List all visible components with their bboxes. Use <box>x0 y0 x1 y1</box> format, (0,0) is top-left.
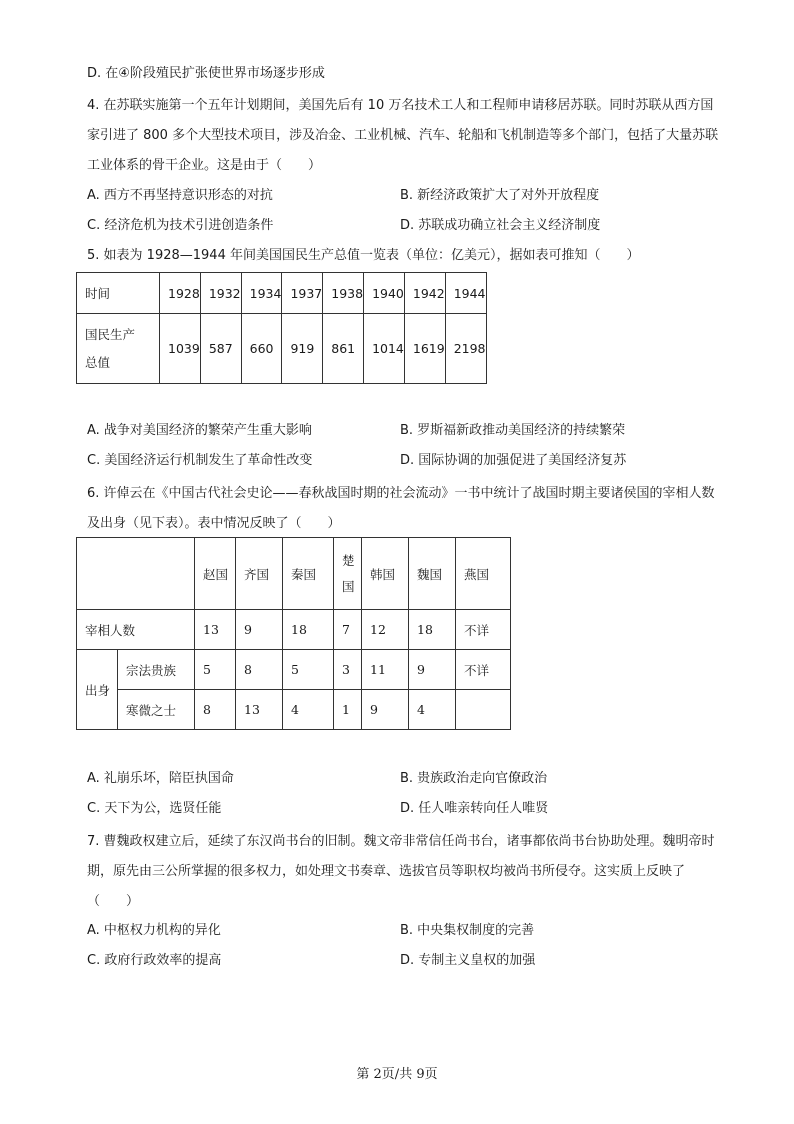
q6-humble-cell: 4 <box>409 690 456 730</box>
q6-state-cell: 韩国 <box>362 538 409 610</box>
q5-year-cell: 1934 <box>241 273 282 314</box>
q6-count-cell: 9 <box>236 610 283 650</box>
q6-row3-label: 寒微之士 <box>118 690 195 730</box>
q5-value-cell: 1039 <box>160 314 201 384</box>
q7-stem: 7. 曹魏政权建立后，延续了东汉尚书台的旧制。魏文帝非常信任尚书台，诸事都依尚书台协助处理。魏明帝时期，原先由三公所掌握的很多权力，如处理文书奏章、选拔官员等职权均被尚书所侵夺。这实质上反映了（ ） <box>87 834 715 909</box>
page-footer: 第 2页/共 9页 <box>356 1067 438 1082</box>
q3-option-d: D. 在④阶段殖民扩张使世界市场逐步形成 <box>87 66 325 81</box>
q6-state-cell: 魏国 <box>409 538 456 610</box>
q7-option-b: B. 中央集权制度的完善 <box>400 923 535 938</box>
q6-noble-cell: 11 <box>362 650 409 690</box>
q6-state-cell: 秦国 <box>283 538 334 610</box>
q5-year-cell: 1938 <box>323 273 364 314</box>
q6-corner-cell <box>77 538 195 610</box>
q5-year-cell: 1928 <box>160 273 201 314</box>
q6-count-cell: 18 <box>409 610 456 650</box>
q5-value-cell: 587 <box>200 314 241 384</box>
q5-option-a: A. 战争对美国经济的繁荣产生重大影响 <box>87 423 312 438</box>
q6-state-cell: 齐国 <box>236 538 283 610</box>
q6-humble-cell: 9 <box>362 690 409 730</box>
q6-noble-cell: 5 <box>195 650 236 690</box>
q7-option-d: D. 专制主义皇权的加强 <box>400 953 536 968</box>
q5-year-cell: 1942 <box>404 273 445 314</box>
q5-value-row <box>77 314 487 384</box>
q5-year-cell: 1944 <box>445 273 486 314</box>
q4-option-a: A. 西方不再坚持意识形态的对抗 <box>87 188 273 203</box>
q6-noble-cell: 3 <box>334 650 362 690</box>
q6-chancellor-table <box>76 537 511 730</box>
q6-state-cell: 燕国 <box>456 538 511 610</box>
q7-option-c: C. 政府行政效率的提高 <box>87 953 222 968</box>
q6-header-row <box>77 538 511 610</box>
q6-noble-cell: 8 <box>236 650 283 690</box>
q5-row-label <box>77 314 160 384</box>
q6-humble-cell: 13 <box>236 690 283 730</box>
q6-noble-cell: 9 <box>409 650 456 690</box>
q5-value-cell: 2198 <box>445 314 486 384</box>
q5-row-label-line1: 国民生产 <box>85 326 136 342</box>
q5-year-cell: 1937 <box>282 273 323 314</box>
q5-value-cell: 861 <box>323 314 364 384</box>
q4-stem: 4. 在苏联实施第一个五年计划期间，美国先后有 10 万名技术工人和工程师申请移居苏联。同时苏联从西方国家引进了 800 多个大型技术项目，涉及冶金、工业机械、汽车、轮船和飞机制造等多个部门，包括了大量苏联工业体系的骨干企业。这是由于（ ） <box>87 98 719 173</box>
q6-state-cell: 赵国 <box>195 538 236 610</box>
q6-count-cell: 12 <box>362 610 409 650</box>
q5-value-cell: 1619 <box>404 314 445 384</box>
q5-gnp-table <box>76 272 487 384</box>
q6-count-cell: 不详 <box>456 610 511 650</box>
q5-value-cell: 1014 <box>364 314 405 384</box>
q6-humble-cell <box>456 690 511 730</box>
q6-option-d: D. 任人唯亲转向任人唯贤 <box>400 801 549 816</box>
q6-option-b: B. 贵族政治走向官僚政治 <box>400 771 548 786</box>
q5-stem: 5. 如表为 1928—1944 年间美国国民生产总值一览表（单位：亿美元），据如表可推知（ ） <box>87 248 640 263</box>
q6-noble-cell: 5 <box>283 650 334 690</box>
q6-row2-label: 宗法贵族 <box>118 650 195 690</box>
q5-value-cell: 919 <box>282 314 323 384</box>
q6-stem: 6. 许倬云在《中国古代社会史论——春秋战国时期的社会流动》一书中统计了战国时期主要诸侯国的宰相人数及出身（见下表）。表中情况反映了（ ） <box>87 486 715 531</box>
q6-noble-cell: 不详 <box>456 650 511 690</box>
q5-row-label-line2: 总值 <box>85 354 111 370</box>
q5-year-cell: 1940 <box>364 273 405 314</box>
q4-option-b: B. 新经济政策扩大了对外开放程度 <box>400 188 600 203</box>
q6-count-row <box>77 610 511 650</box>
q6-option-c: C. 天下为公，选贤任能 <box>87 801 222 816</box>
q6-count-cell: 18 <box>283 610 334 650</box>
q6-count-cell: 7 <box>334 610 362 650</box>
q5-year-row <box>77 273 487 314</box>
q5-year-cell: 1932 <box>200 273 241 314</box>
q4-option-c: C. 经济危机为技术引进创造条件 <box>87 218 274 233</box>
q6-option-a: A. 礼崩乐坏，陪臣执国命 <box>87 771 234 786</box>
q6-group-label: 出身 <box>77 650 118 730</box>
q6-humble-cell: 1 <box>334 690 362 730</box>
q6-state-cell: 楚国 <box>334 538 362 610</box>
q5-header-label: 时间 <box>77 273 160 314</box>
q6-humble-cell: 4 <box>283 690 334 730</box>
q5-option-b: B. 罗斯福新政推动美国经济的持续繁荣 <box>400 423 626 438</box>
q5-option-c: C. 美国经济运行机制发生了革命性改变 <box>87 453 313 468</box>
q6-row1-label: 宰相人数 <box>77 610 195 650</box>
q7-option-a: A. 中枢权力机构的异化 <box>87 923 221 938</box>
q4-option-d: D. 苏联成功确立社会主义经济制度 <box>400 218 601 233</box>
q5-value-cell: 660 <box>241 314 282 384</box>
q6-count-cell: 13 <box>195 610 236 650</box>
q6-humble-row <box>77 690 511 730</box>
q5-option-d: D. 国际协调的加强促进了美国经济复苏 <box>400 453 627 468</box>
q6-humble-cell: 8 <box>195 690 236 730</box>
q6-noble-row <box>77 650 511 690</box>
